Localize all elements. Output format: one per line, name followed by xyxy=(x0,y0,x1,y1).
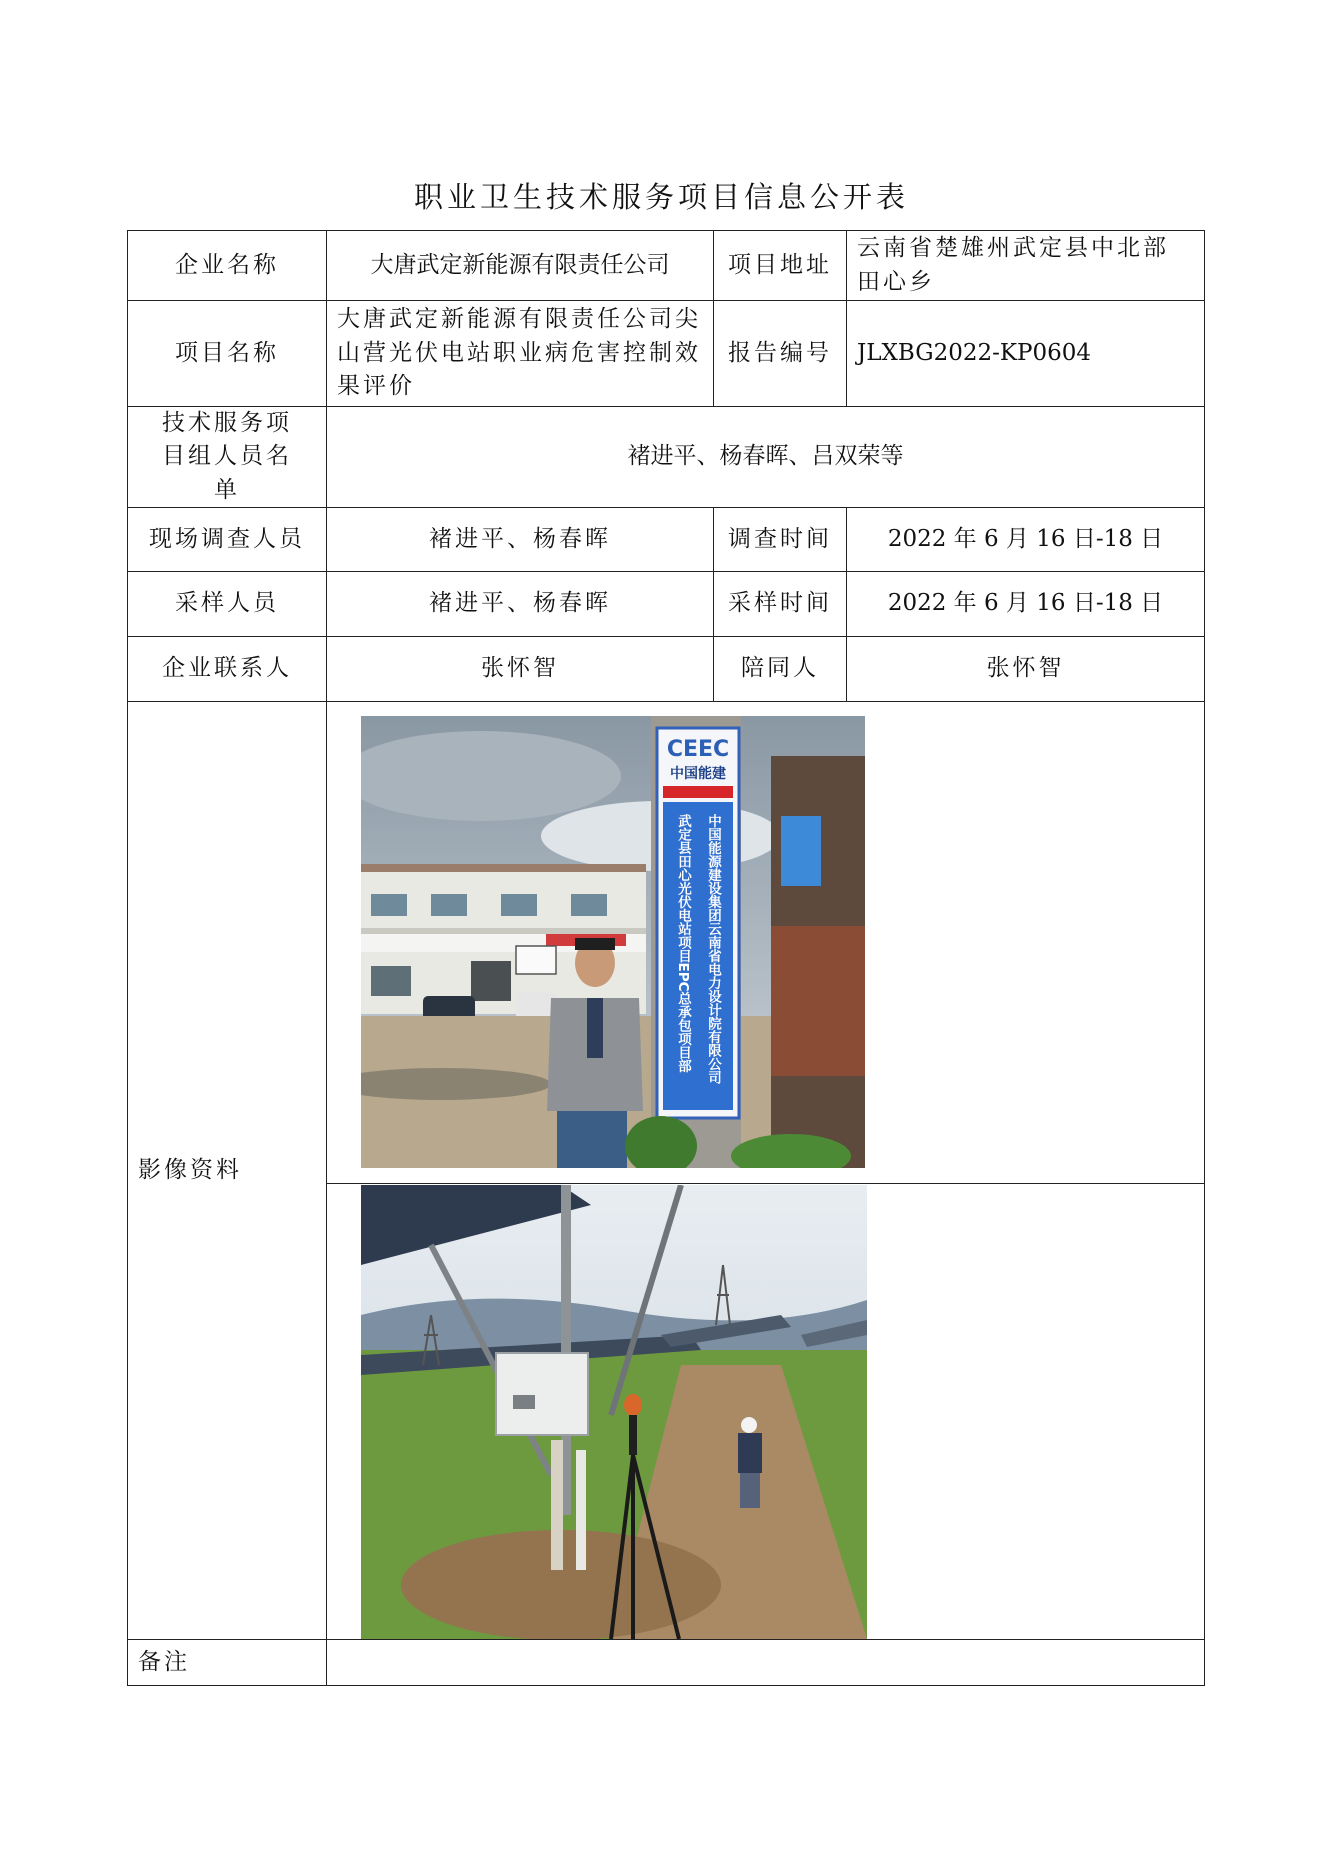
page-title: 职业卫生技术服务项目信息公开表 xyxy=(413,180,909,214)
contact-value: 张怀智 xyxy=(327,637,714,702)
sign-text-left: 武定县田心光伏电站项目EPC总承包项目部 xyxy=(675,814,691,1073)
info-table xyxy=(127,230,1205,1686)
remarks-value xyxy=(327,1640,1205,1686)
team-value: 褚进平、杨春晖、吕双荣等 xyxy=(327,407,1205,508)
photo-cell-2 xyxy=(327,1184,1205,1640)
sign-brand: 中国能建 xyxy=(670,766,726,783)
table-row xyxy=(128,572,1205,637)
companion-label: 陪同人 xyxy=(714,637,847,702)
survey-value: 褚进平、杨春晖 xyxy=(327,508,714,572)
table-row xyxy=(128,1640,1205,1686)
table-row xyxy=(128,231,1205,301)
sample-time-label: 采样时间 xyxy=(714,572,847,637)
table-row xyxy=(128,301,1205,407)
address-label: 项目地址 xyxy=(714,231,847,301)
sampler-value: 褚进平、杨春晖 xyxy=(327,572,714,637)
images-label: 影像资料 xyxy=(128,702,327,1640)
report-value: JLXBG2022-KP0604 xyxy=(847,301,1205,407)
table-row xyxy=(128,702,1205,1184)
table-row xyxy=(128,407,1205,508)
remarks-label: 备注 xyxy=(128,1640,327,1686)
project-label: 项目名称 xyxy=(128,301,327,407)
survey-time-label: 调查时间 xyxy=(714,508,847,572)
contact-label: 企业联系人 xyxy=(128,637,327,702)
table-row xyxy=(128,508,1205,572)
company-value: 大唐武定新能源有限责任公司 xyxy=(327,231,714,301)
site-sign-photo xyxy=(361,716,865,1168)
survey-label: 现场调查人员 xyxy=(128,508,327,572)
companion-value: 张怀智 xyxy=(847,637,1205,702)
sampler-label: 采样人员 xyxy=(128,572,327,637)
address-value: 云南省楚雄州武定县中北部田心乡 xyxy=(847,231,1205,301)
team-label: 技术服务项目组人员名单 xyxy=(128,407,327,508)
survey-time-value: 2022 年 6 月 16 日-18 日 xyxy=(847,508,1205,572)
report-label: 报告编号 xyxy=(714,301,847,407)
sign-text-right: 中国能源建设集团云南省电力设计院有限公司 xyxy=(705,814,721,1085)
table-row xyxy=(128,637,1205,702)
solar-field-photo xyxy=(361,1185,867,1639)
sign-logo: CEEC xyxy=(666,737,730,763)
sample-time-value: 2022 年 6 月 16 日-18 日 xyxy=(847,572,1205,637)
photo-cell-1 xyxy=(327,702,1205,1184)
project-value: 大唐武定新能源有限责任公司尖山营光伏电站职业病危害控制效果评价 xyxy=(327,301,714,407)
company-label: 企业名称 xyxy=(128,231,327,301)
